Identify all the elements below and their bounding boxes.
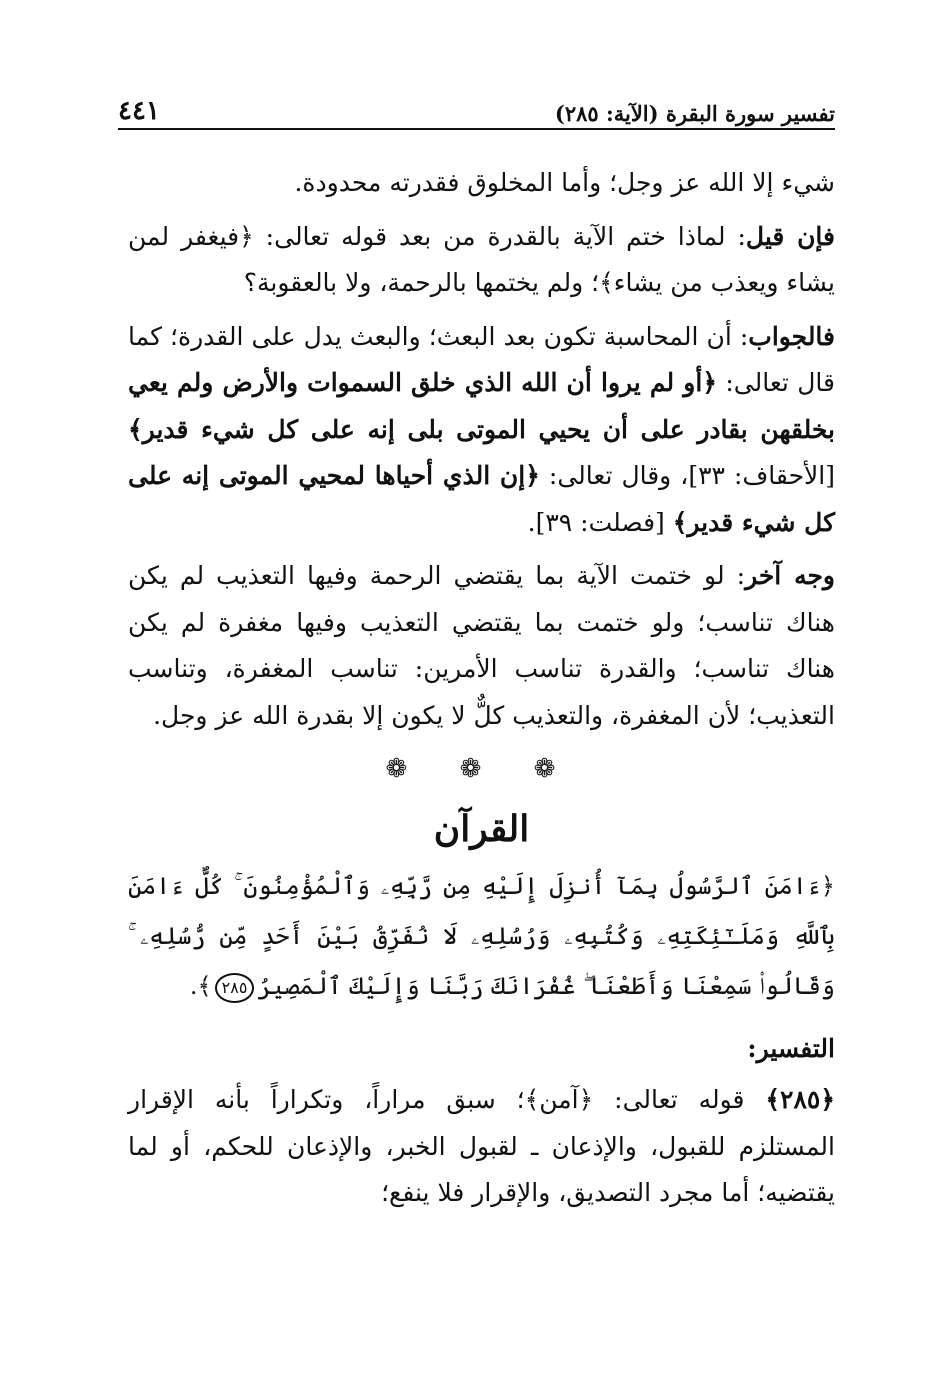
- page-number: ٤٤١: [118, 96, 160, 126]
- paragraph-answer: [128, 314, 835, 547]
- ornament-separator: ❁ ❁ ❁: [385, 754, 578, 784]
- verse-text: ﴿ءَامَنَ ٱلرَّسُولُ بِمَآ أُنزِلَ إِلَيْهِ مِن رَّبِّهِۦ وَٱلْمُؤْمِنُونَ ۚ كُلٌّ ءَامَنَ بِٱللَّهِ وَمَلَـٰٓئِكَتِهِۦ وَكُتُبِهِۦ وَرُسُلِهِۦ لَا نُفَرِّقُ بَيْنَ أَحَدٍ مِّن رُّسُلِهِۦ ۚ وَقَالُوا۟ سَمِعْنَا وَأَطَعْنَا ۖ غُفْرَانَكَ رَبَّنَا وَإِلَيْكَ ٱلْمَصِيرُ: [128, 872, 835, 1000]
- page-header: [118, 92, 835, 126]
- answer-text-1: : أن المحاسبة تكون بعد البعث؛ والبعث يدل على القدرة؛ كما قال تعالى:: [128, 321, 836, 397]
- paragraph-another-aspect: [128, 553, 835, 739]
- paragraph-tafsir: [128, 1077, 835, 1217]
- question-text: : لماذا ختم الآية بالقدرة من بعد قوله تعالى: ﴿فيغفر لمن يشاء ويعذب من يشاء﴾؛ ولم يختمها بالرحمة، ولا بالعقوبة؟: [128, 221, 835, 297]
- quran-verse: [128, 861, 835, 1011]
- another-aspect-text: : لو ختمت الآية بما يقتضي الرحمة وفيها التعذيب لم يكن هناك تناسب؛ ولو ختمت بما يقتضي التعذيب وفيها مغفرة لم يكن هناك تناسب؛ والقدرة تناسب الأمرين: تناسب المغفرة، وتناسب التعذيب؛ لأن المغفرة، والتعذيب كلٌّ لا يكون إلا بقدرة الله عز وجل.: [128, 561, 835, 730]
- answer-quote-1: ﴿أو لم يروا أن الله الذي خلق السموات والأرض ولم يعي بخلقهن بقادر على أن يحيي الموتى بلى إنه على كل شيء قدير﴾: [128, 368, 835, 444]
- answer-text-3: [فصلت: ٣٩].: [527, 507, 673, 537]
- paragraph-1-text: شيء إلا الله عز وجل؛ وأما المخلوق فقدرته محدودة.: [294, 168, 835, 197]
- page-body: [128, 160, 835, 1224]
- tafsir-heading: التفسير:: [747, 1034, 835, 1063]
- answer-lead: فالجواب: [748, 321, 835, 351]
- section-title-quran: القرآن: [433, 808, 530, 850]
- paragraph-1: [128, 160, 835, 207]
- another-aspect-lead: وجه آخر: [745, 561, 836, 590]
- tafsir-lead: ﴿٢٨٥﴾: [765, 1085, 835, 1114]
- tafsir-text: قوله تعالى: ﴿آمن﴾؛ سبق مراراً، وتكراراً بأنه الإقرار المستلزم للقبول، والإذعان ـ لقبول الخبر، والإذعان للحكم، أو لما يقتضيه؛ أما مجرد التصديق، والإقرار فلا ينفع؛: [128, 1085, 835, 1207]
- verse-close: ﴾.: [189, 972, 212, 1000]
- verse-number-marker: ٢٨٥: [215, 973, 255, 1003]
- header-rule: [118, 128, 835, 130]
- question-lead: فإن قيل: [745, 221, 836, 251]
- answer-text-2: [الأحقاف: ٣٣]، وقال تعالى:: [539, 461, 835, 490]
- answer-quote-2: ﴿إن الذي أحياها لمحيي الموتى إنه على كل شيء قدير﴾: [128, 461, 835, 537]
- running-title: تفسير سورة البقرة (الآية: ٢٨٥): [554, 101, 835, 126]
- paragraph-question: [128, 214, 835, 307]
